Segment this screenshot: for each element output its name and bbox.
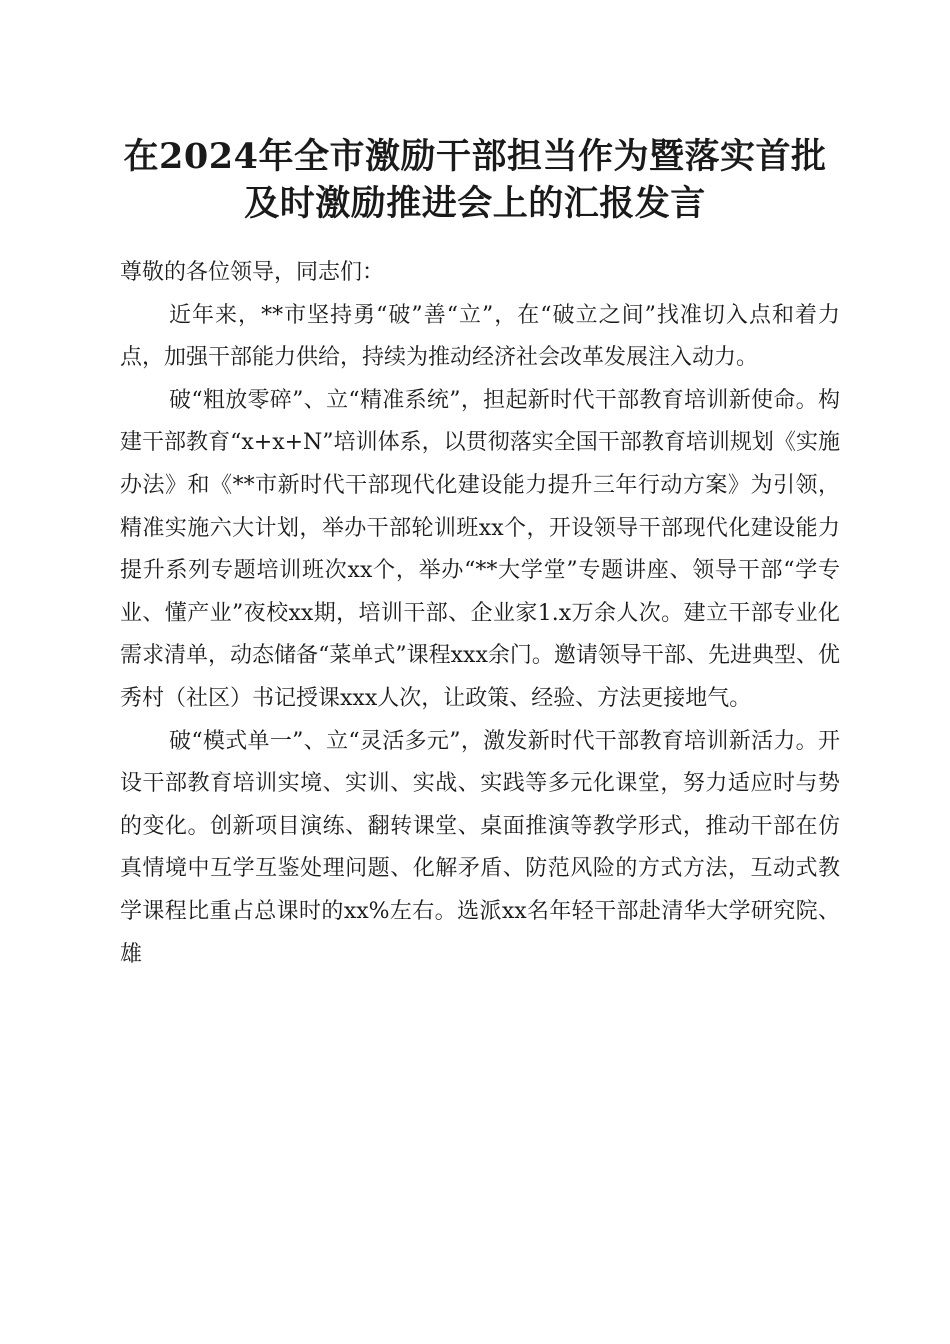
salutation: 尊敬的各位领导，同志们：: [120, 260, 385, 285]
document-title: [60, 133, 890, 227]
title-line-1: 在2024年全市激励干部担当作为暨落实首批: [123, 136, 827, 177]
paragraph-precision-training: 破“粗放零碎”、立“精准系统”，担起新时代干部教育培训新使命。构建干部教育“x+x+N”培训体系，以贯彻落实全国干部教育培训规划《实施办法》和《**市新时代干部现代化建设能力提升三年行动方案》为引领，精准实施六大计划，举办干部轮训班xx个，开设领导干部现代化建设能力提升系列专题培训班次xx个，举办“**大学堂”专题讲座、领导干部“学专业、懂产业”夜校xx期，培训干部、企业家1.x万余人次。建立干部专业化需求清单，动态储备“菜单式”课程xxx余门。邀请领导干部、先进典型、优秀村（社区）书记授课xxx人次，让政策、经验、方法更接地气。: [120, 387, 840, 711]
document-body: [120, 252, 840, 976]
paragraph-flexible-training: 破“模式单一”、立“灵活多元”，激发新时代干部教育培训新活力。开设干部教育培训实境、实训、实战、实践等多元化课堂，努力适应时与势的变化。创新项目演练、翻转课堂、桌面推演等教学形式，推动干部在仿真情境中互学互鉴处理问题、化解矛盾、防范风险的方式方法，互动式教学课程比重占总课时的xx%左右。选派xx名年轻干部赴清华大学研究院、雄: [120, 728, 840, 967]
paragraph-intro: 近年来，**市坚持勇“破”善“立”，在“破立之间”找准切入点和着力点，加强干部能力供给，持续为推动经济社会改革发展注入动力。: [120, 302, 840, 371]
title-line-2: 及时激励推进会上的汇报发言: [244, 183, 706, 224]
